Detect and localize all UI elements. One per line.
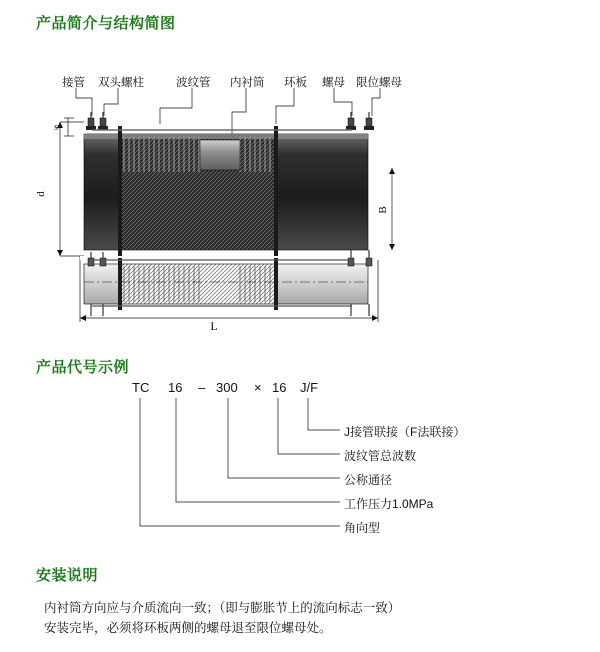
code-char-type: 16	[168, 380, 183, 395]
code-char-dash: –	[198, 380, 206, 395]
code-char-times: ×	[254, 380, 262, 395]
code-note-nominal-dn: 公称通径	[344, 473, 393, 487]
install-line-2: 安装完毕，必须将环板两侧的螺母退至限位螺母处。	[44, 621, 332, 635]
install-instructions	[44, 598, 400, 638]
stud-group-top-left	[86, 112, 108, 130]
code-note-connection: J接管联接（F法联接）	[344, 425, 466, 439]
code-note-wave-count: 波纹管总波数	[344, 449, 417, 463]
diagram-svg	[0, 60, 600, 333]
code-char-series: TC	[132, 380, 150, 395]
section-title-product-code: 产品代号示例	[36, 359, 130, 376]
callout-label-pipe: 接管	[62, 77, 85, 89]
callout-label-liner: 内衬筒	[230, 77, 265, 89]
dimension-label-s: s	[54, 122, 58, 133]
callout-label-stud: 双头螺柱	[98, 77, 144, 89]
section-title-install: 安装说明	[36, 567, 99, 584]
callout-label-nut: 螺母	[322, 77, 345, 89]
callout-label-bellows: 波纹管	[176, 77, 211, 89]
callout-label-row	[0, 60, 600, 89]
dimension-label-d: d	[35, 191, 47, 197]
section-title-product-intro: 产品简介与结构简图	[36, 15, 176, 32]
stud-group-top-right	[346, 112, 374, 130]
install-line-1: 内衬筒方向应与介质流向一致；（即与膨胀节上的流向标志一致）	[44, 601, 401, 615]
dimension-label-L: L	[210, 319, 218, 333]
code-note-pressure: 工作压力1.0MPa	[344, 497, 434, 511]
callout-label-limit-nut: 限位螺母	[356, 77, 402, 89]
code-char-connect: J/F	[300, 380, 319, 395]
product-code-example	[0, 378, 600, 548]
code-char-dn: 300	[216, 380, 238, 395]
dimension-label-B: B	[377, 206, 389, 214]
callout-label-ring-plate: 环板	[284, 77, 307, 89]
top-assembly	[84, 112, 374, 256]
structure-diagram	[0, 60, 600, 333]
bottom-assembly	[84, 250, 372, 316]
code-char-waves: 16	[272, 380, 287, 395]
code-note-type: 角向型	[344, 521, 381, 535]
code-note-list	[0, 378, 600, 548]
